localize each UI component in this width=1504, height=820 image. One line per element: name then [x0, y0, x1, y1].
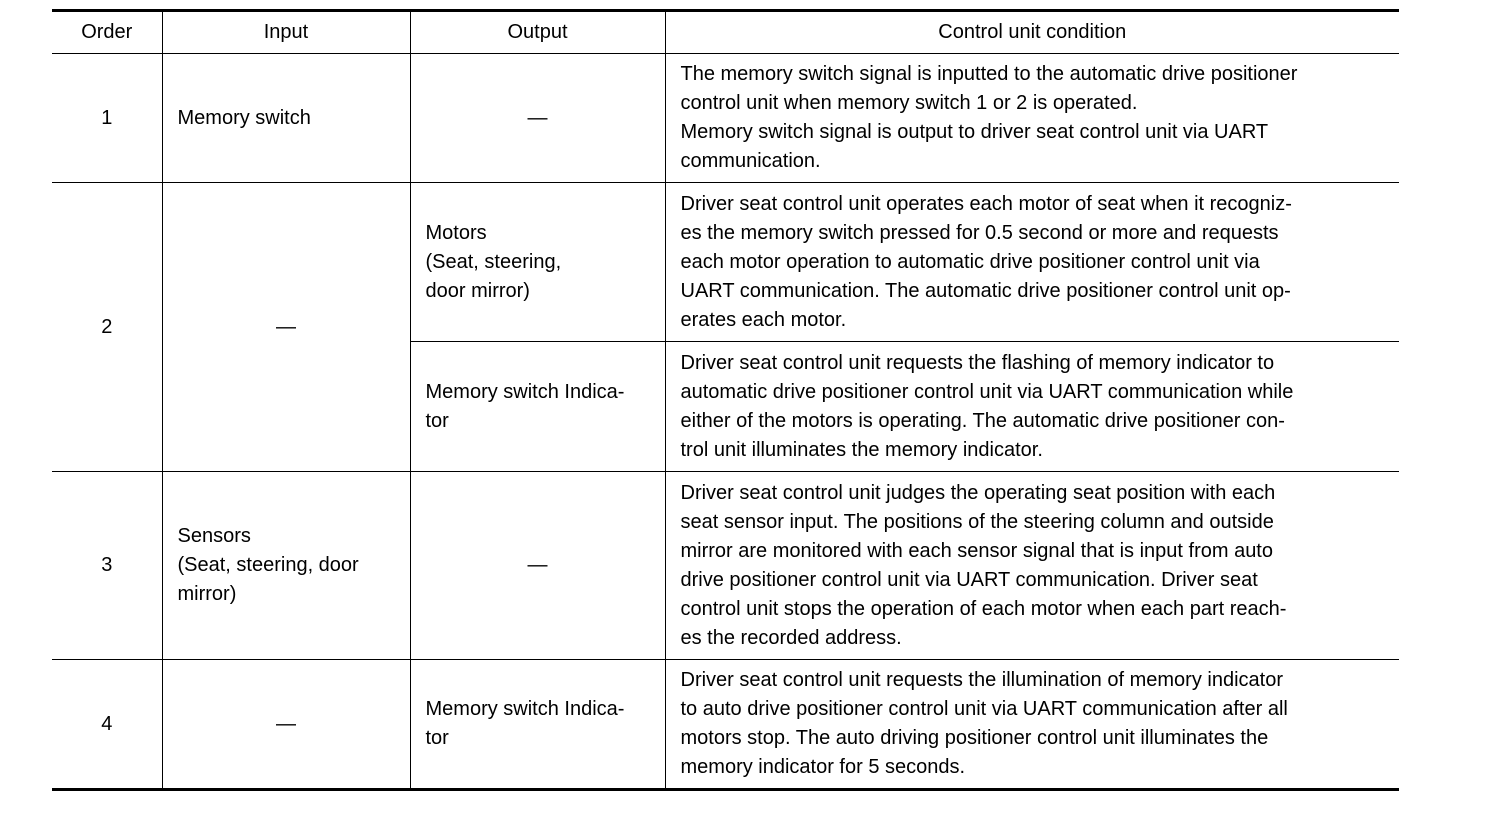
condition-line: Driver seat control unit requests the illumination of memory indicator	[680, 669, 1283, 691]
input-cell	[162, 183, 410, 472]
condition-cell	[665, 660, 1399, 790]
output-line: door mirror)	[425, 279, 530, 302]
table-row	[52, 54, 1399, 183]
condition-line: memory indicator for 5 seconds.	[680, 756, 966, 778]
condition-line: automatic drive positioner control unit via UART communication while	[680, 380, 1294, 403]
table-row	[52, 183, 1399, 342]
condition-line: trol unit illuminates the memory indicator.	[680, 438, 1043, 461]
input-line: mirror)	[177, 583, 237, 605]
table-body	[52, 54, 1399, 790]
output-line: Memory switch Indica-	[425, 698, 625, 720]
header-order: Order	[52, 11, 162, 54]
condition-line: to auto drive positioner control unit via UART communication after all	[680, 698, 1288, 720]
condition-line: Memory switch signal is output to driver seat control unit via UART	[680, 121, 1269, 143]
header-condition: Control unit condition	[665, 11, 1399, 54]
condition-line: Driver seat control unit operates each motor of seat when it recogniz-	[680, 192, 1292, 215]
input-cell	[162, 660, 410, 790]
order-cell: 2	[52, 183, 162, 472]
condition-line: Driver seat control unit requests the flashing of memory indicator to	[680, 351, 1275, 374]
output-line: —	[527, 106, 548, 129]
condition-line: control unit when memory switch 1 or 2 is operated.	[680, 92, 1138, 114]
output-line: tor	[425, 409, 449, 432]
condition-cell	[665, 342, 1399, 472]
condition-line: Driver seat control unit judges the operating seat position with each	[680, 481, 1276, 504]
condition-line: seat sensor input. The positions of the steering column and outside	[680, 510, 1274, 533]
condition-line: The memory switch signal is inputted to the automatic drive positioner	[680, 63, 1298, 85]
output-cell	[410, 54, 665, 183]
output-line: (Seat, steering,	[425, 250, 562, 273]
condition-line: erates each motor.	[680, 308, 847, 331]
condition-cell	[665, 54, 1399, 183]
output-cell	[410, 660, 665, 790]
output-line: Memory switch Indica-	[425, 380, 625, 403]
input-line: Memory switch	[177, 106, 311, 129]
condition-line: UART communication. The automatic drive positioner control unit op-	[680, 279, 1291, 302]
order-cell: 3	[52, 472, 162, 660]
input-line: —	[276, 712, 296, 735]
output-cell	[410, 183, 665, 342]
condition-cell	[665, 472, 1399, 660]
input-line: Sensors	[177, 525, 251, 547]
input-line: —	[276, 315, 296, 338]
condition-line: motors stop. The auto driving positioner control unit illuminates the	[680, 727, 1269, 749]
header-output: Output	[410, 11, 665, 54]
output-cell	[410, 472, 665, 660]
condition-line: drive positioner control unit via UART communication. Driver seat	[680, 568, 1258, 591]
header-input: Input	[162, 11, 410, 54]
output-line: —	[527, 554, 548, 576]
condition-line: either of the motors is operating. The automatic drive positioner con-	[680, 409, 1285, 432]
header-row	[52, 11, 1399, 54]
input-line: (Seat, steering, door	[177, 554, 359, 576]
condition-line: each motor operation to automatic drive positioner control unit via	[680, 250, 1260, 273]
table-header	[52, 11, 1399, 54]
condition-line: es the recorded address.	[680, 626, 902, 649]
order-cell: 1	[52, 54, 162, 183]
condition-line: control unit stops the operation of each motor when each part reach-	[680, 597, 1287, 620]
input-cell	[162, 472, 410, 660]
condition-line: communication.	[680, 150, 821, 172]
table-row	[52, 472, 1399, 660]
input-cell	[162, 54, 410, 183]
condition-line: es the memory switch pressed for 0.5 second or more and requests	[680, 221, 1279, 244]
condition-cell	[665, 183, 1399, 342]
order-cell: 4	[52, 660, 162, 790]
output-cell	[410, 342, 665, 472]
condition-line: mirror are monitored with each sensor signal that is input from auto	[680, 539, 1273, 562]
output-line: Motors	[425, 221, 487, 244]
table-row	[52, 660, 1399, 790]
output-line: tor	[425, 727, 449, 749]
control-sequence-table	[52, 9, 1399, 791]
